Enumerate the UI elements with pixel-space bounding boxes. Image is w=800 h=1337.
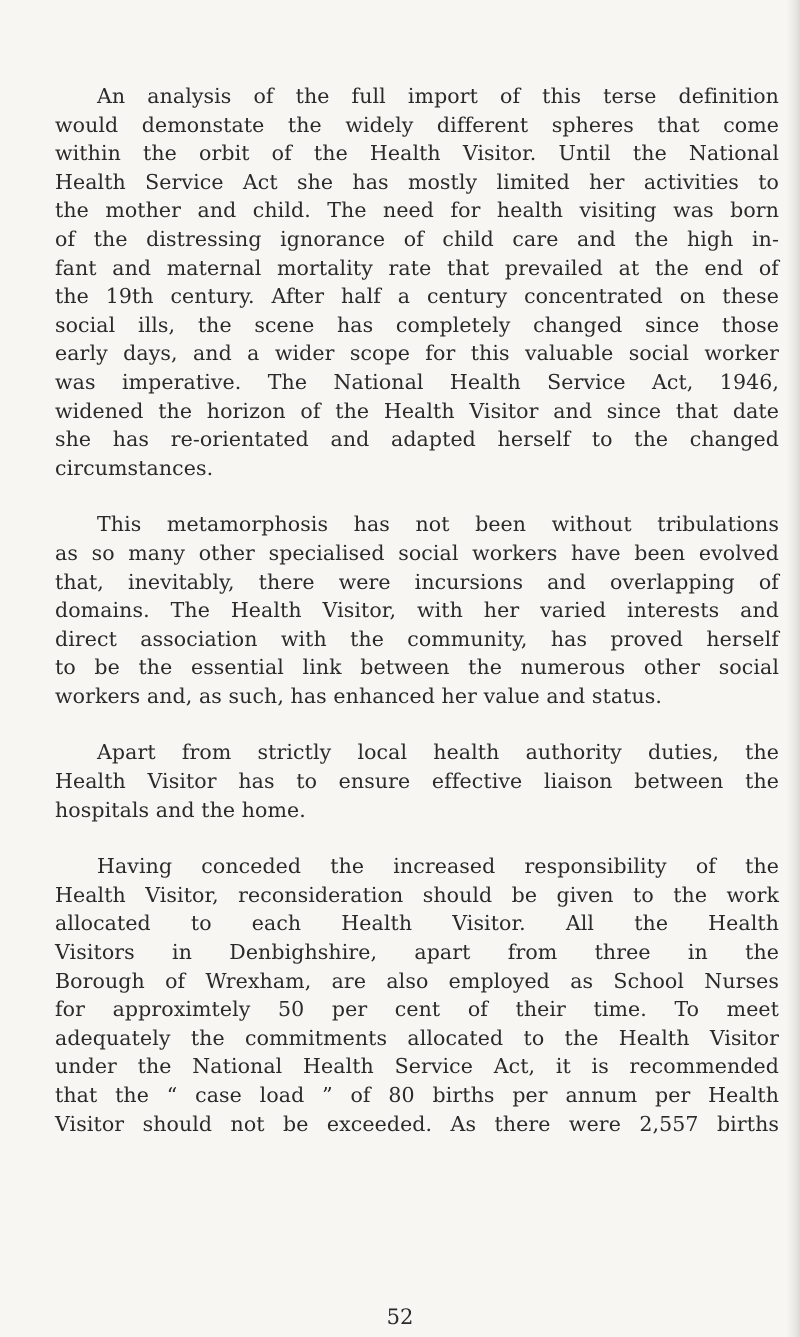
paragraph-gap	[55, 824, 779, 852]
paragraph-1	[55, 82, 779, 482]
text-line: within the orbit of the Health Visitor. Until the National	[55, 141, 779, 166]
text-line: social ills, the scene has completely changed since those	[55, 312, 779, 337]
paragraph-3	[55, 738, 779, 824]
text-line: of the distressing ignorance of child care and the high in-	[55, 226, 779, 251]
paragraph-gap	[55, 710, 779, 738]
text-line: she has re-orientated and adapted herself to the changed	[55, 427, 779, 452]
text-line: Health Visitor has to ensure effective liaison between the	[55, 769, 779, 794]
page-number: 52	[386, 1305, 414, 1329]
text-line: Borough of Wrexham, are also employed as School Nurses	[55, 968, 779, 993]
text-line: circumstances.	[55, 455, 214, 480]
text-line: Health Service Act she has mostly limited her activities to	[55, 169, 779, 194]
body-text	[55, 82, 779, 1138]
text-line: An analysis of the full import of this terse definition	[97, 84, 779, 108]
text-line: This metamorphosis has not been without tribulations	[97, 512, 779, 537]
paragraph-gap	[55, 482, 779, 510]
text-line: Visitor should not be exceeded. As there were 2,557 births	[55, 1111, 779, 1136]
text-line: that the “ case load ” of 80 births per annum per Health	[55, 1083, 779, 1107]
text-line: under the National Health Service Act, it is recommended	[55, 1054, 779, 1079]
text-line: was imperative. The National Health Service Act, 1946,	[55, 369, 779, 394]
text-line: widened the horizon of the Health Visitor and since that date	[55, 398, 779, 423]
text-line: domains. The Health Visitor, with her varied interests and	[55, 598, 779, 623]
text-line: Having conceded the increased responsibility of the	[97, 854, 779, 879]
text-line: to be the essential link between the numerous other social	[55, 655, 779, 680]
text-line: as so many other specialised social workers have been evolved	[55, 540, 779, 565]
text-line: for approximtely 50 per cent of their time. To meet	[55, 997, 779, 1022]
text-line: hospitals and the home.	[55, 797, 306, 822]
text-line: Apart from strictly local health authority duties, the	[97, 740, 779, 765]
text-line: adequately the commitments allocated to the Health Visitor	[55, 1025, 779, 1050]
text-line: Visitors in Denbighshire, apart from three in the	[55, 940, 779, 965]
text-line: would demonstate the widely different spheres that come	[55, 112, 779, 137]
paragraph-4	[55, 852, 779, 1138]
text-line: the 19th century. After half a century concentrated on these	[55, 284, 779, 309]
text-line: workers and, as such, has enhanced her value and status.	[55, 683, 663, 708]
text-line: direct association with the community, has proved herself	[55, 626, 779, 651]
text-line: the mother and child. The need for health visiting was born	[55, 198, 779, 223]
text-line: fant and maternal mortality rate that prevailed at the end of	[55, 255, 779, 280]
paragraph-2	[55, 510, 779, 710]
text-line: early days, and a wider scope for this valuable social worker	[55, 341, 779, 366]
page-edge-shadow	[786, 0, 800, 1337]
text-line: Health Visitor, reconsideration should be given to the work	[55, 882, 779, 907]
text-line: allocated to each Health Visitor. All the Health	[55, 911, 779, 936]
text-line: that, inevitably, there were incursions and overlapping of	[55, 569, 779, 594]
